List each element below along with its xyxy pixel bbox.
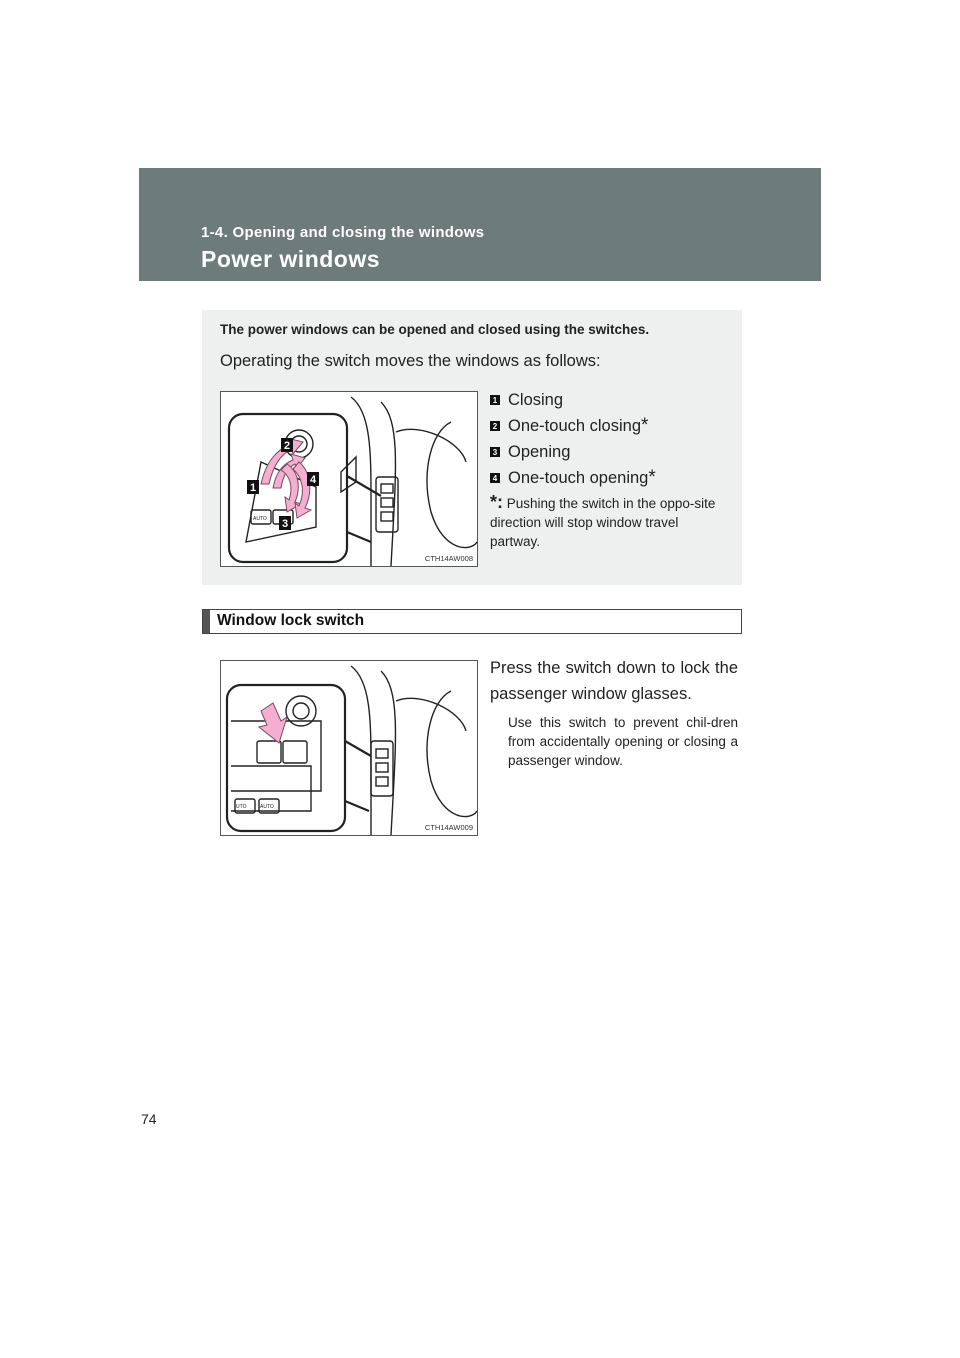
svg-text:1: 1 [249,482,257,494]
footnote-text: Pushing the switch in the oppo-site direction will stop window travel partway. [490,496,716,549]
callout-2 [281,438,293,452]
svg-text:3: 3 [281,518,289,530]
window-lock-body: Press the switch down to lock the passenger window glasses. [490,659,738,703]
number-badge: 2 [490,421,500,431]
switch-diagram [221,392,477,566]
list-item-closing [490,387,730,413]
svg-text:4: 4 [309,474,317,486]
auto-label: AUTO [253,516,267,522]
number-badge: 4 [490,473,500,483]
item-label: Closing [508,390,564,409]
window-lock-tip: Use this switch to prevent chil-dren from accidentally opening or closing a passenger window. [508,715,738,768]
footnote [490,493,718,551]
callout-3 [279,516,291,530]
svg-text:2: 2 [283,440,291,452]
window-lock-illustration [220,660,478,836]
window-lock-heading [202,609,742,634]
number-badge: 1 [490,395,500,405]
lock-switch-diagram [221,661,477,835]
figure-code: CTH14AW008 [424,554,473,563]
heading-bar [203,610,210,633]
section-label: 1-4. Opening and closing the windows [201,224,485,241]
item-label: One-touch opening [508,468,649,487]
auto-label: AUTO [260,804,274,810]
page-number: 74 [141,1111,157,1127]
power-window-switch-illustration [220,391,478,567]
list-item-one-touch-closing: 2 One-touch closing * [490,413,730,439]
heading-text: Window lock switch [217,612,365,629]
item-label: Opening [508,442,571,461]
intro-sub: Operating the switch moves the windows as follows: [220,352,601,370]
figure-code: CTH14AW009 [424,823,473,832]
press-arrow-icon [259,703,287,743]
callout-4 [307,472,319,486]
footnote-mark: *: [490,492,503,512]
callout-1 [247,480,259,494]
list-item-one-touch-opening: 4 One-touch opening * [490,465,730,491]
auto-label: UTO [236,804,247,810]
chapter-header [139,168,821,281]
number-badge: 3 [490,447,500,457]
list-item-opening [490,439,730,465]
page-title: Power windows [201,246,381,272]
intro-lead: The power windows can be opened and closed using the switches. [220,322,650,337]
operation-list [490,387,730,491]
item-label: One-touch closing [508,416,641,435]
